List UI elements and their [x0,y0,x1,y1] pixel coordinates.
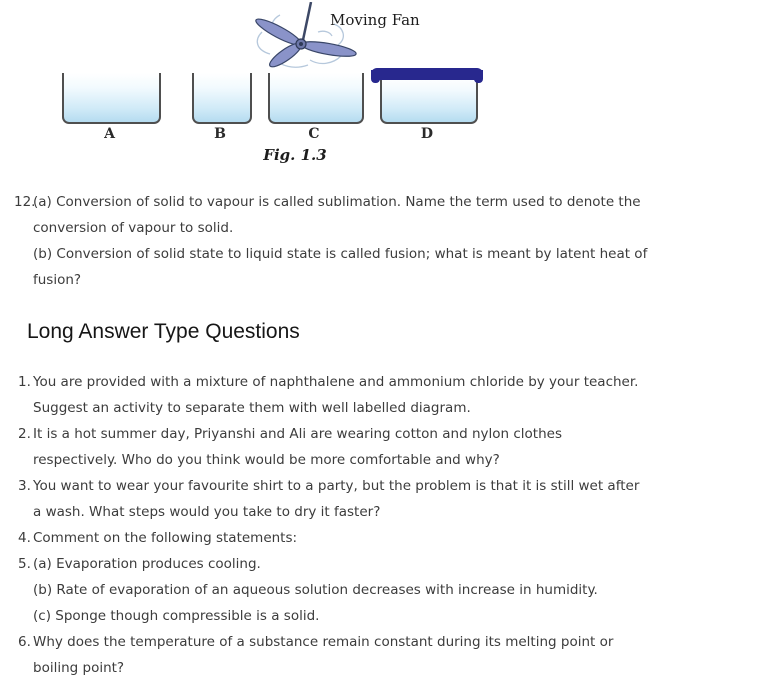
list-item-number: 1. [18,374,31,390]
list-item-text [33,551,639,629]
list-item [18,473,639,525]
list-item-text [33,369,639,421]
container-a-label: A [104,126,115,142]
list-item-number: 3. [18,478,31,494]
container-d-lid [371,68,483,80]
list-item-text [33,421,639,473]
text-line: conversion of vapour to solid. [33,220,234,236]
list-item-number: 5. [18,556,31,572]
list-item [18,369,639,421]
text-line: It is a hot summer day, Priyanshi and Ali are wearing cotton and nylon clothes [33,426,562,442]
section-heading: Long Answer Type Questions [27,320,300,343]
text-line: Why does the temperature of a substance remain constant during its melting point or [33,634,614,650]
container-b [192,73,252,124]
container-d [380,77,478,124]
container-a [62,73,161,124]
question-12 [14,189,647,293]
figure-evaporation-setup [0,0,773,185]
question-12-number: 12. [14,194,36,210]
list-item-number: 6. [18,634,31,650]
text-line: (a) Evaporation produces cooling. [33,556,261,572]
list-item-number: 2. [18,426,31,442]
list-item [18,551,639,629]
list-item-text [33,629,639,681]
text-line: fusion? [33,272,82,288]
text-line: (b) Rate of evaporation of an aqueous solution decreases with increase in humidity. [33,582,598,598]
list-item-text [33,473,639,525]
figure-caption: Fig. 1.3 [263,146,327,164]
text-line: a wash. What steps would you take to dry it faster? [33,504,381,520]
text-line: boiling point? [33,660,125,676]
text-line: Comment on the following statements: [33,530,298,546]
container-d-label: D [420,126,434,142]
list-item [18,629,639,681]
list-item-number: 4. [18,530,31,546]
long-answer-question-list [18,369,639,681]
text-line: (a) Conversion of solid to vapour is called sublimation. Name the term used to denote the [33,194,641,210]
container-b-label: B [214,126,226,142]
text-line: You want to wear your favourite shirt to a party, but the problem is that it is still wet after [33,478,640,494]
text-line: You are provided with a mixture of naphthalene and ammonium chloride by your teacher. [33,374,639,390]
text-line: respectively. Who do you think would be more comfortable and why? [33,452,500,468]
list-item [18,525,639,551]
text-line: (b) Conversion of solid state to liquid state is called fusion; what is meant by latent heat of [33,246,648,262]
fan-label: Moving Fan [330,11,420,29]
list-item [18,421,639,473]
list-item-text [33,525,639,551]
text-line: Suggest an activity to separate them with well labelled diagram. [33,400,471,416]
container-c [268,73,364,124]
container-c-label: C [308,126,320,142]
text-line: (c) Sponge though compressible is a solid. [33,608,320,624]
question-12-text [33,189,647,293]
